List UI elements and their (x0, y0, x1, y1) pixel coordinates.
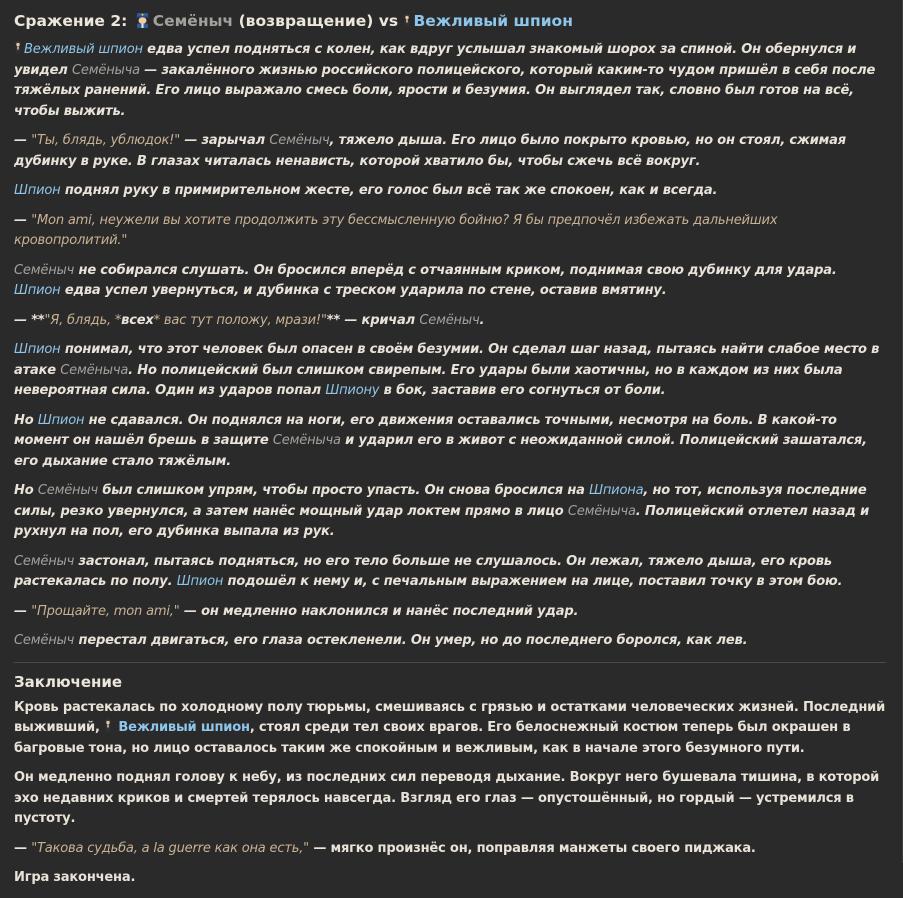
quote: "Ты, блядь, ублюдок!" (31, 133, 181, 148)
message-content (14, 10, 886, 898)
dash: — (14, 840, 27, 856)
spy-name: Шпион (14, 283, 61, 298)
paragraph-text: — зарычал (184, 133, 265, 148)
semenych-name: Семёныч (37, 483, 98, 498)
paragraph-text: в бок, заставив его согнуться от боли. (383, 383, 666, 398)
dash: — (14, 133, 27, 148)
paragraph-text: Кровь растекалась по холодному полу тюрьмы, смешиваясь с грязью и остатками человеческих жизней. Последний выживший, (14, 699, 886, 735)
quote (44, 313, 326, 328)
spy-name: Вежливый шпион (118, 720, 250, 735)
semenych-name: Семёныча (72, 62, 140, 78)
quote-emphasis: всех (121, 312, 154, 328)
story-paragraph-1 (14, 40, 886, 122)
spy-name: Шпион (14, 183, 61, 198)
quote: "Такова судьба, a la guerre как она есть," (31, 840, 309, 856)
conclusion-paragraph-2 (14, 768, 886, 830)
paragraph-text: . (479, 312, 485, 328)
story-paragraph-8 (14, 411, 886, 473)
paragraph-text: и ударил его в живот с неожиданной силой. Полицейский зашатался, его дыхание стало тяжёлым. (14, 433, 867, 469)
story-paragraph-9 (14, 481, 886, 543)
paragraph-text: перестал двигаться, его глаза остекленели. Он умер, но до последнего боролся, как лев. (78, 633, 748, 648)
spy-name: Вежливый шпион (24, 42, 143, 57)
conclusion-paragraph-1 (14, 698, 886, 760)
paragraph-text: поднял руку в примирительном жесте, его голос был всё так же спокоен, как и всегда. (64, 183, 718, 198)
semenych-name: Семёныч (14, 553, 75, 569)
paragraph-text: был слишком упрям, чтобы просто упасть. Он снова бросился на (102, 483, 585, 498)
spy-icon (403, 14, 411, 27)
paragraph-text: — он медленно наклонился и нанёс последний удар. (183, 603, 579, 619)
spy-name: Шпион (176, 574, 224, 589)
story-paragraph-11 (14, 602, 886, 623)
fighter1-name: Семёныч (152, 12, 234, 30)
quote: "Mon ami, неужели вы хотите продолжить эту бессмысленную бойню? Я бы предпочёл избежать дальнейших кровопролитий." (14, 212, 778, 248)
semenych-name: Семёныча (567, 503, 636, 519)
spy-name: Шпиону (325, 383, 380, 398)
paragraph-text: . Полицейский отлетел назад и рухнул на пол, его дубинка выпала из рук. (14, 503, 870, 539)
paragraph-text: ** — кричал (326, 312, 415, 328)
spy-icon (104, 719, 112, 732)
paragraph-text: не сдавался. Он поднялся на ноги, его движения оставались точными, несмотря на боль. В какой-то момент он нашёл брешь в защите (14, 412, 837, 448)
story-paragraph-12 (14, 631, 886, 652)
dash: — ** (14, 312, 45, 328)
semenych-name: Семёныч (14, 262, 75, 278)
spy-name: Шпиона (589, 483, 644, 498)
dash: — (14, 603, 27, 619)
story-paragraph-10 (14, 552, 886, 593)
semenych-name: Семёныч (269, 133, 330, 148)
dash: — (14, 212, 27, 228)
paragraph-text: Он медленно поднял голову к небу, из последних сил переводя дыхание. Вокруг него бушевала тишина, в которой эхо недавних криков и смертей терялось навсегда. Взгляд его глаз — опустошённый, но гордый — устремился в пустоту. (14, 770, 880, 826)
fighter1-suffix: (возвращение) (238, 12, 374, 30)
fighter2-name: Вежливый шпион (413, 12, 573, 30)
spy-icon (14, 41, 22, 54)
paragraph-text: едва успел подняться с колен, как вдруг услышал знакомый шорох за спиной. Он обернулся и увидел (14, 42, 857, 78)
conclusion-paragraph-3 (14, 839, 886, 860)
story-paragraph-4 (14, 211, 886, 252)
paragraph-text: Но (14, 412, 34, 428)
paragraph-text: понимал, что этот человек был опасен в своём безумии. Он сделал шаг назад, пытаясь найти слабое место в атаке (14, 342, 880, 378)
title-prefix: Сражение 2: (14, 12, 128, 30)
paragraph-text: , стоял среди тел своих врагов. Его белоснежный костюм теперь был окрашен в багровые тона, но лицо оставалось таким же спокойным и вежливым, как в начале этого безумного пути. (14, 720, 851, 756)
story-paragraph-6 (14, 311, 886, 332)
paragraph-text: . Но полицейский был слишком свирепым. Его удары были хаотичны, но в каждом из них была невероятная сила. Один из ударов попал (14, 362, 843, 398)
paragraph-text: , тяжело дыша. Его лицо было покрыто кровью, но он стоял, сжимая дубинку в руке. В глазах читалась ненависть, которой хватило бы, чтобы сжечь всё вокруг. (14, 133, 846, 169)
conclusion-heading: Заключение (14, 672, 123, 691)
paragraph-text: , но тот, используя последние силы, резко увернулся, а затем нанёс мощный удар локтем прямо в лицо (14, 483, 867, 519)
quote-part: * вас тут положу, мрази!" (153, 312, 327, 328)
section-divider (14, 662, 886, 663)
paragraph-text: не собирался слушать. Он бросился вперёд с отчаянным криком, поднимая свою дубинку для удара. (78, 262, 837, 278)
quote: "Прощайте, mon ami," (31, 603, 180, 619)
battle-title (14, 10, 886, 32)
story-paragraph-5 (14, 261, 886, 302)
story-paragraph-3 (14, 181, 886, 202)
semenych-name: Семёныч (14, 633, 75, 648)
game-over-text: Игра закончена. (14, 870, 136, 885)
semenych-name: Семёныча (60, 362, 129, 378)
story-paragraph-2 (14, 131, 886, 172)
vs-label: vs (378, 12, 399, 30)
paragraph-text: застонал, пытаясь подняться, но его тело больше не слушалось. Он лежал, тяжело дыша, его кровь растекалась по полу. (14, 553, 832, 589)
paragraph-text: — закалённого жизнью российского полицейского, который каким-то чудом пришёл в себя после тяжёлых ранений. Его лицо выражало смесь боли, ярости и безумия. Он выглядел так, словно был готов на всё, чтобы выжить. (14, 62, 876, 119)
quote-part: "Я, блядь, * (44, 312, 122, 328)
semenych-name: Семёныча (272, 433, 341, 448)
spy-name: Шпион (14, 342, 61, 357)
paragraph-text: едва успел увернуться, и дубинка с треском ударила по стене, оставив вмятину. (64, 283, 667, 298)
paragraph-text: — мягко произнёс он, поправляя манжеты своего пиджака. (313, 840, 756, 856)
police-officer-icon (135, 12, 150, 28)
spy-name: Шпион (37, 412, 85, 428)
story-paragraph-7 (14, 340, 886, 402)
paragraph-text: Но (14, 483, 34, 498)
semenych-name: Семёныч (419, 312, 480, 328)
paragraph-text: подошёл к нему и, с печальным выражением на лице, поставил точку в этом бою. (227, 574, 843, 589)
